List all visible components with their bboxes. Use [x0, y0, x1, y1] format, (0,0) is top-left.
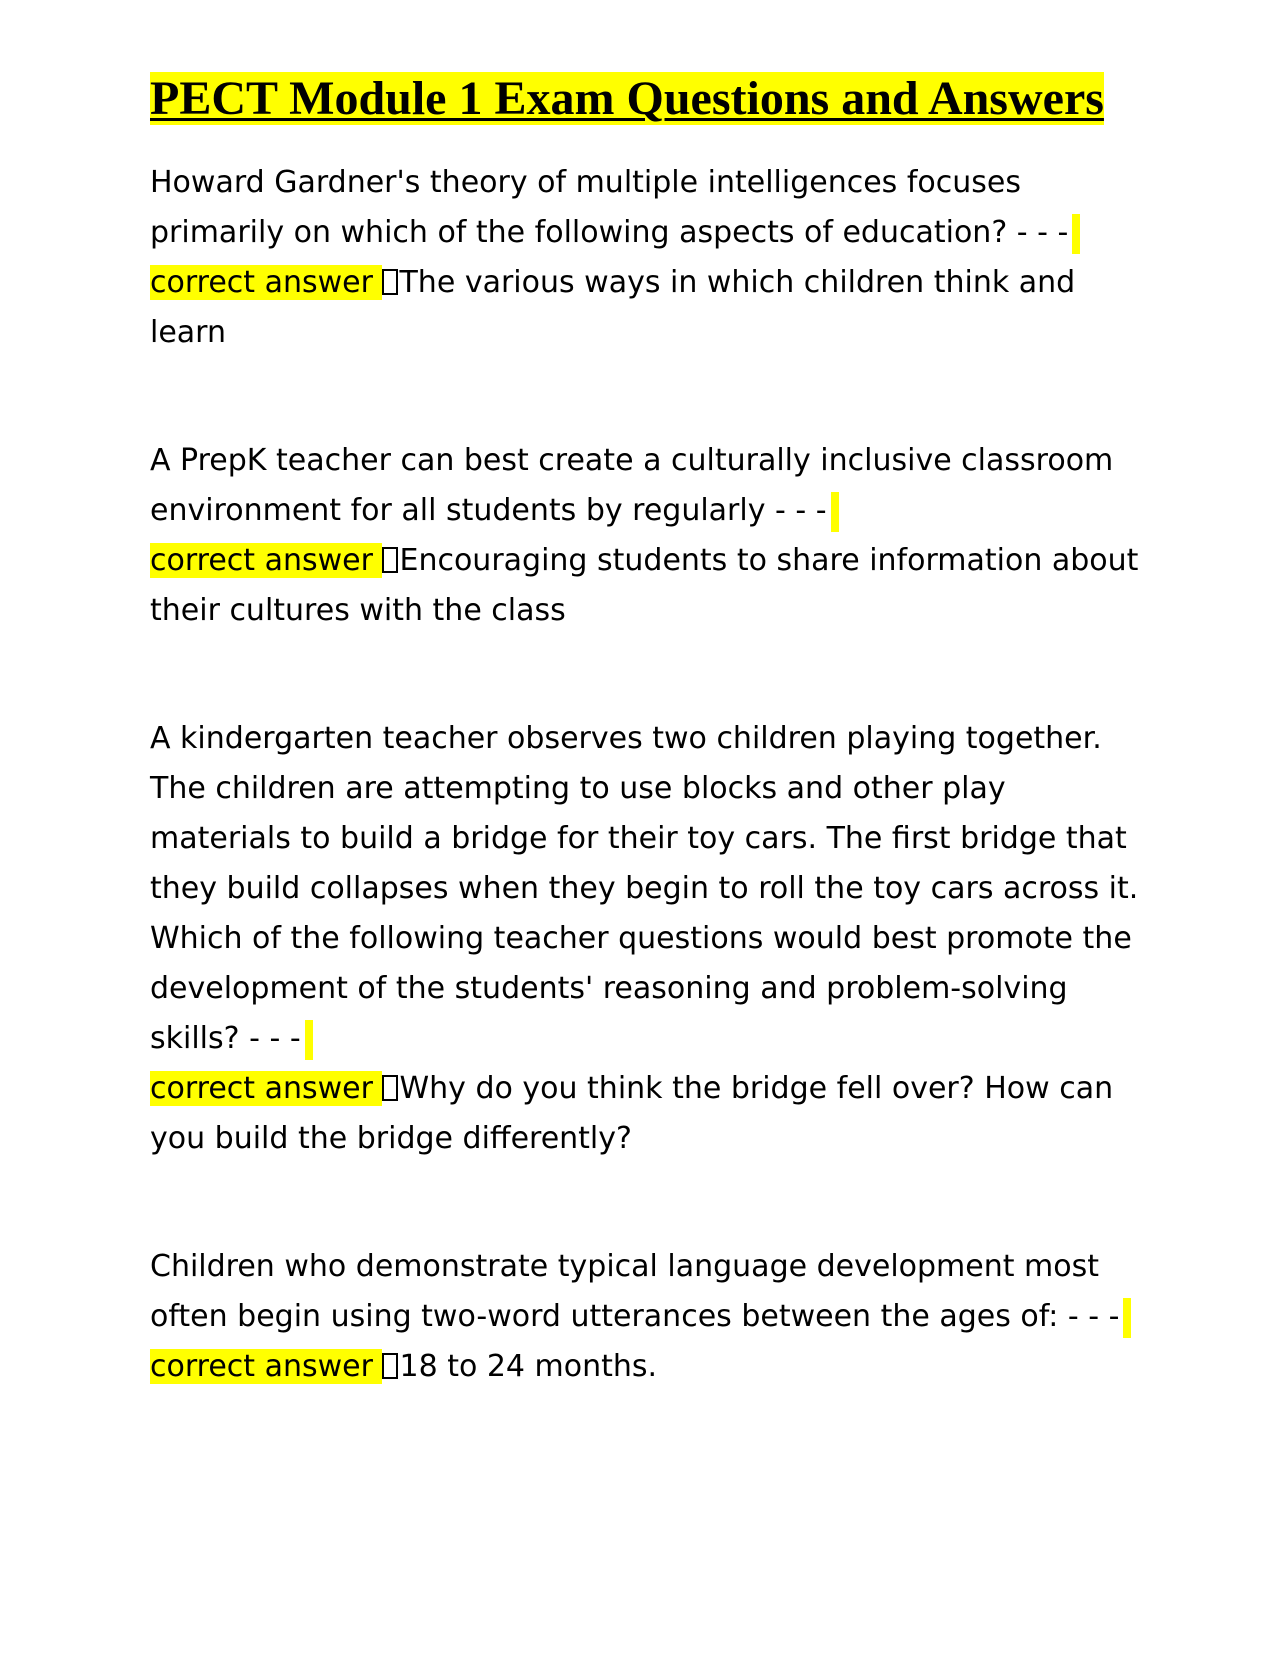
answer-2 [150, 536, 1140, 636]
answer-2-text: Encouraging students to share information about their cultures with the class [150, 543, 1139, 628]
question-2 [150, 436, 1140, 536]
answer-label: correct answer [150, 543, 383, 578]
document-title-text: PECT Module 1 Exam Questions and Answers [150, 72, 1104, 125]
qa-item-4 [150, 1242, 1140, 1392]
qa-item-3 [150, 714, 1140, 1164]
answer-3 [150, 1064, 1140, 1164]
question-1 [150, 158, 1140, 258]
answer-label: correct answer [150, 1349, 383, 1384]
question-4-text: Children who demonstrate typical language development most often begin using two-word utterances between the ages of: - - - [150, 1249, 1120, 1334]
highlight-marker [1072, 214, 1080, 254]
qa-item-1 [150, 158, 1140, 358]
question-2-text: A PrepK teacher can best create a culturally inclusive classroom environment for all students by regularly - - - [150, 443, 1114, 528]
answer-label: correct answer [150, 265, 383, 300]
question-3 [150, 714, 1140, 1064]
answer-4 [150, 1342, 1140, 1392]
question-3-text: A kindergarten teacher observes two children playing together. The children are attempting to use blocks and other play materials to build a bridge for their toy cars. The first bridge that they build collapses when they begin to roll the toy cars across it. Which of the following teacher questions would best promote the development of the students' reasoning and problem-solving skills? - - - [150, 721, 1139, 1056]
answer-1-text: The various ways in which children think and learn [150, 265, 1076, 350]
highlight-marker [305, 1020, 313, 1060]
question-1-text: Howard Gardner's theory of multiple intelligences focuses primarily on which of the following aspects of education? - - - [150, 165, 1069, 250]
answer-4-text: 18 to 24 months. [399, 1349, 658, 1384]
missing-glyph-icon [382, 1075, 398, 1101]
question-4 [150, 1242, 1140, 1342]
missing-glyph-icon [382, 547, 398, 573]
qa-item-2 [150, 436, 1140, 636]
highlight-marker [831, 492, 839, 532]
document-page [150, 70, 1140, 1470]
missing-glyph-icon [382, 269, 398, 295]
answer-1 [150, 258, 1140, 358]
answer-label: correct answer [150, 1071, 383, 1106]
highlight-marker [1123, 1298, 1131, 1338]
document-title [150, 70, 1140, 128]
answer-3-text: Why do you think the bridge fell over? How can you build the bridge differently? [150, 1071, 1114, 1156]
missing-glyph-icon [382, 1353, 398, 1379]
